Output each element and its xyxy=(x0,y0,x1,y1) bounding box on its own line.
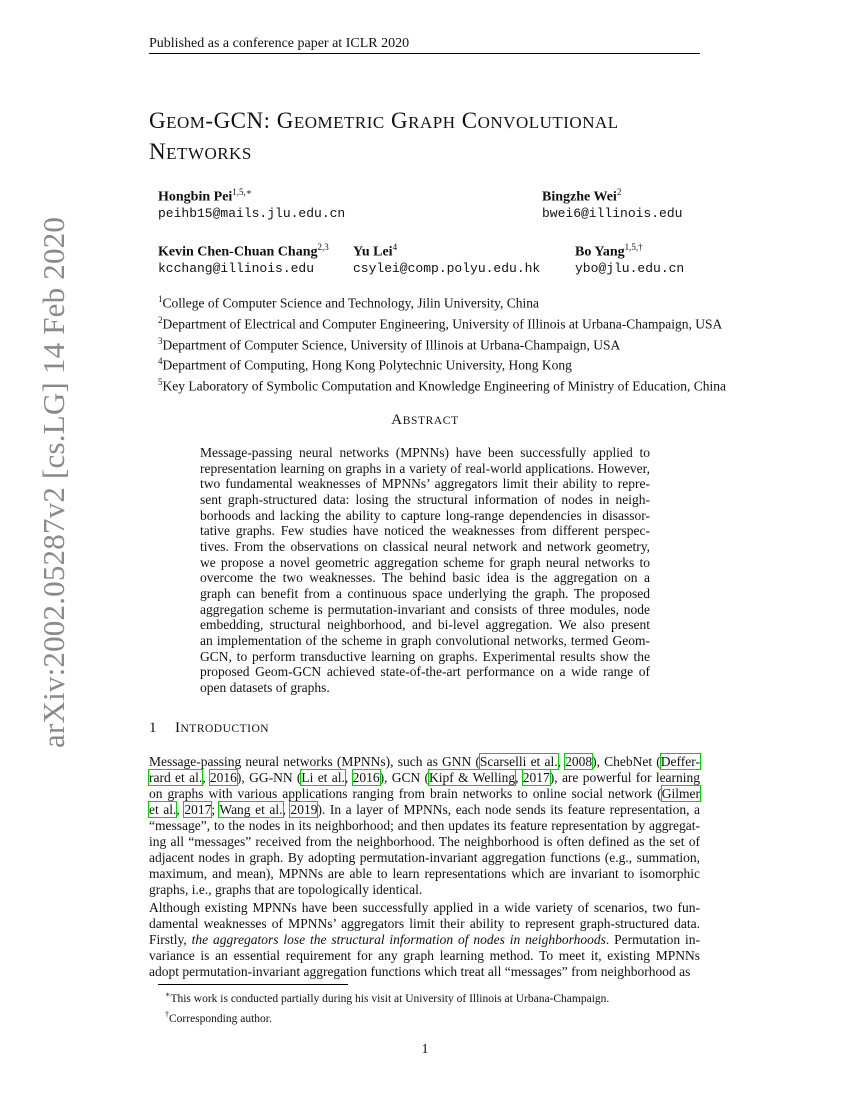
section-title: INTRODUCTION xyxy=(175,720,270,736)
text-run: ), GG-NN ( xyxy=(236,769,302,785)
text-run: . Permutation in- xyxy=(605,931,700,947)
title-word: CONVOLUTIONAL xyxy=(455,108,619,133)
text-line xyxy=(149,754,700,770)
text-line xyxy=(149,850,700,866)
citation-link[interactable]: 2016 xyxy=(209,769,237,785)
abstract-body xyxy=(200,445,650,696)
section-number: 1 xyxy=(149,720,157,736)
text-line xyxy=(149,916,700,932)
text-line xyxy=(149,786,700,802)
abstract-line: proposed Geom-GCN achieved state-of-the-art performance on a wide range of xyxy=(200,664,650,680)
footnote: †Corresponding author. xyxy=(165,1009,272,1025)
title-line-2 xyxy=(149,137,709,168)
citation-link[interactable]: Kipf & Welling xyxy=(429,769,516,785)
abstract-line: two fundamental weaknesses of MPNNs’ aggregators limit their ability to repre- xyxy=(200,476,650,492)
text-run: Although existing MPNNs have been successfully applied in a wide variety of scenarios, two fun- xyxy=(149,900,700,915)
title-word: GEOM xyxy=(149,108,206,133)
abstract-heading: ABSTRACT xyxy=(391,412,459,428)
citation-link[interactable]: rard et al. xyxy=(149,769,203,785)
affiliation-line: $^3$Department of Computer Science, University of Illinois at Urbana-Champaign, USA xyxy=(158,335,621,353)
intro-paragraph-1 xyxy=(149,754,700,898)
text-run: ; xyxy=(211,801,220,817)
text-line xyxy=(149,882,700,898)
author-email[interactable]: csylei@comp.polyu.edu.hk xyxy=(353,260,541,276)
title-word: GRAPH xyxy=(384,108,456,133)
citation-link[interactable]: Deffer- xyxy=(660,754,700,769)
footnotes xyxy=(165,987,609,1027)
text-run: , xyxy=(557,754,566,769)
abstract-line: sent graph-structured data: losing the structural information of nodes in neigh- xyxy=(200,491,650,507)
author-email[interactable]: ybo@jlu.edu.cn xyxy=(575,260,685,276)
author-block xyxy=(158,187,345,221)
abstract-line: open datasets of graphs. xyxy=(200,679,330,695)
text-line xyxy=(149,866,700,882)
text-line xyxy=(149,948,700,964)
author-name: Kevin Chen-Chuan Chang$^{2,3}$ xyxy=(158,242,329,260)
text-run: variance is an essential requirement for any graph learning method. To meet it, existing MPNNs xyxy=(149,947,700,963)
page-number: 1 xyxy=(421,1042,429,1057)
text-line xyxy=(149,802,700,818)
abstract-line: tative graphs. Few studies have noticed the weaknesses from different perspec- xyxy=(200,523,650,539)
text-run: the aggregators lose the structural information of nodes in neighborhoods xyxy=(191,931,606,947)
text-run: maximum, and mean), MPNNs are able to learn representations which are invariant to isomorphic xyxy=(149,865,700,881)
author-email[interactable]: peihb15@mails.jlu.edu.cn xyxy=(158,205,346,221)
text-line xyxy=(149,834,700,850)
citation-link[interactable]: Gilmer xyxy=(661,785,700,801)
text-run: ), GCN ( xyxy=(379,769,430,785)
abstract-line: representation learning on graphs in a variety of real-world applications. However, xyxy=(200,460,650,476)
author-name: Bingzhe Wei$^2$ xyxy=(542,187,622,205)
arxiv-side-stamp: arXiv:2002.05287v2 [cs.LG] 14 Feb 2020 xyxy=(36,216,71,748)
abstract-line: borhoods and lacking the ability to capture long-range dependencies in disassor- xyxy=(200,507,650,523)
text-line xyxy=(149,818,700,834)
abstract-line: embedding, structural neighborhood, and bi-level aggregation. We also present xyxy=(200,617,650,633)
abstract-line: an implementation of the scheme in graph convolutional networks, termed Geom- xyxy=(200,632,650,648)
paper-title xyxy=(149,106,709,168)
title-line-1 xyxy=(149,106,709,137)
text-run: ing all “messages” received from the neighborhood. The neighborhood is often defined as the set of xyxy=(149,833,700,849)
author-block xyxy=(575,242,684,276)
citation-link[interactable]: 2017 xyxy=(184,801,212,817)
text-run: adopt permutation-invariant aggregation functions which treat all “messages” from neighborhood as xyxy=(149,963,691,979)
text-line xyxy=(149,900,700,916)
abstract-line: overcome the two weaknesses. The behind basic idea is the aggregation on a xyxy=(200,570,650,586)
text-line xyxy=(149,932,700,948)
text-run: , xyxy=(515,769,523,785)
author-name: Bo Yang$^{1,5,\dagger}$ xyxy=(575,242,643,260)
abstract-line: tives. From the observations on classical neural network and network geometry, xyxy=(200,538,650,554)
citation-link[interactable]: Li et al. xyxy=(301,769,345,785)
abstract-line: graph can benefit from a continuous space underlying the graph. The proposed xyxy=(200,585,650,601)
intro-paragraph-2 xyxy=(149,900,700,980)
header-rule xyxy=(149,53,700,54)
author-email[interactable]: kcchang@illinois.edu xyxy=(158,260,315,276)
text-run: graphs, i.e., graphs that are topologically identical. xyxy=(149,881,423,897)
author-block xyxy=(542,187,682,221)
text-run: ), ChebNet ( xyxy=(592,754,661,769)
author-name: Hongbin Pei$^{1,5,∗}$ xyxy=(158,187,252,205)
text-run: on graphs with various applications ranging from brain networks to online social network ( xyxy=(149,785,662,801)
text-run: , xyxy=(344,769,353,785)
affiliations xyxy=(158,291,726,395)
affiliation-line: $^2$Department of Electrical and Computer Engineering, University of Illinois at Urbana-Champaign, USA xyxy=(158,314,723,332)
section-heading xyxy=(149,720,269,737)
title-word: NETWORKS xyxy=(149,139,252,164)
citation-link[interactable]: et al. xyxy=(149,801,177,817)
citation-link[interactable]: 2017 xyxy=(522,769,550,785)
abstract-line: GCN, to perform transductive learning on graphs. Experimental results show the xyxy=(200,648,650,664)
text-run: “message”, to the nodes in its neighborhood; and then updates its feature representation by aggregat- xyxy=(149,817,700,833)
abstract-line: aggregation scheme is permutation-invariant and consists of three modules, node xyxy=(200,601,650,617)
text-run: damental weaknesses of MPNNs’ aggregators limit their ability to represent graph-structured data. xyxy=(149,915,700,931)
footnote-rule xyxy=(158,984,348,985)
text-run: ). In a layer of MPNNs, each node sends its feature representation, a xyxy=(317,801,700,817)
text-run: , xyxy=(202,769,210,785)
author-block xyxy=(158,242,329,276)
citation-link[interactable]: Wang et al. xyxy=(219,801,283,817)
author-block xyxy=(353,242,540,276)
text-run: , xyxy=(176,801,185,817)
citation-link[interactable]: 2016 xyxy=(352,769,380,785)
affiliation-line: $^4$Department of Computing, Hong Kong Polytechnic University, Hong Kong xyxy=(158,356,572,373)
author-name: Yu Lei$^4$ xyxy=(353,242,398,260)
text-line xyxy=(149,770,700,786)
text-run: Message-passing neural networks (MPNNs), such as GNN ( xyxy=(149,754,480,769)
author-email[interactable]: bwei6@illinois.edu xyxy=(542,205,683,221)
citation-link[interactable]: 2019 xyxy=(290,801,318,817)
affiliation-line: $^1$College of Computer Science and Technology, Jilin University, China xyxy=(158,294,539,311)
text-run: ), are powerful for learning xyxy=(549,769,701,785)
text-run: Firstly, xyxy=(149,931,192,947)
text-run: adjacent nodes in graph. By adopting permutation-invariant aggregation functions (e.g., summation, xyxy=(149,849,700,865)
running-header: Published as a conference paper at ICLR 2020 xyxy=(149,36,410,51)
affiliation-line: $^5$Key Laboratory of Symbolic Computation and Knowledge Engineering of Ministry of Education, China xyxy=(158,377,727,394)
title-word: -GCN: GEOMETRIC xyxy=(205,108,385,133)
text-line xyxy=(149,964,700,980)
abstract-line: Message-passing neural networks (MPNNs) have been successfully applied to xyxy=(200,445,650,460)
text-run: , xyxy=(282,801,291,817)
abstract-line: we propose a novel geometric aggregation scheme for graph neural networks to xyxy=(200,554,650,570)
citation-link[interactable]: 2008 xyxy=(565,754,593,769)
footnote: ∗This work is conducted partially during his visit at University of Illinois at Urbana-Champaign. xyxy=(165,990,610,1005)
citation-link[interactable]: Scarselli et al. xyxy=(479,754,558,769)
